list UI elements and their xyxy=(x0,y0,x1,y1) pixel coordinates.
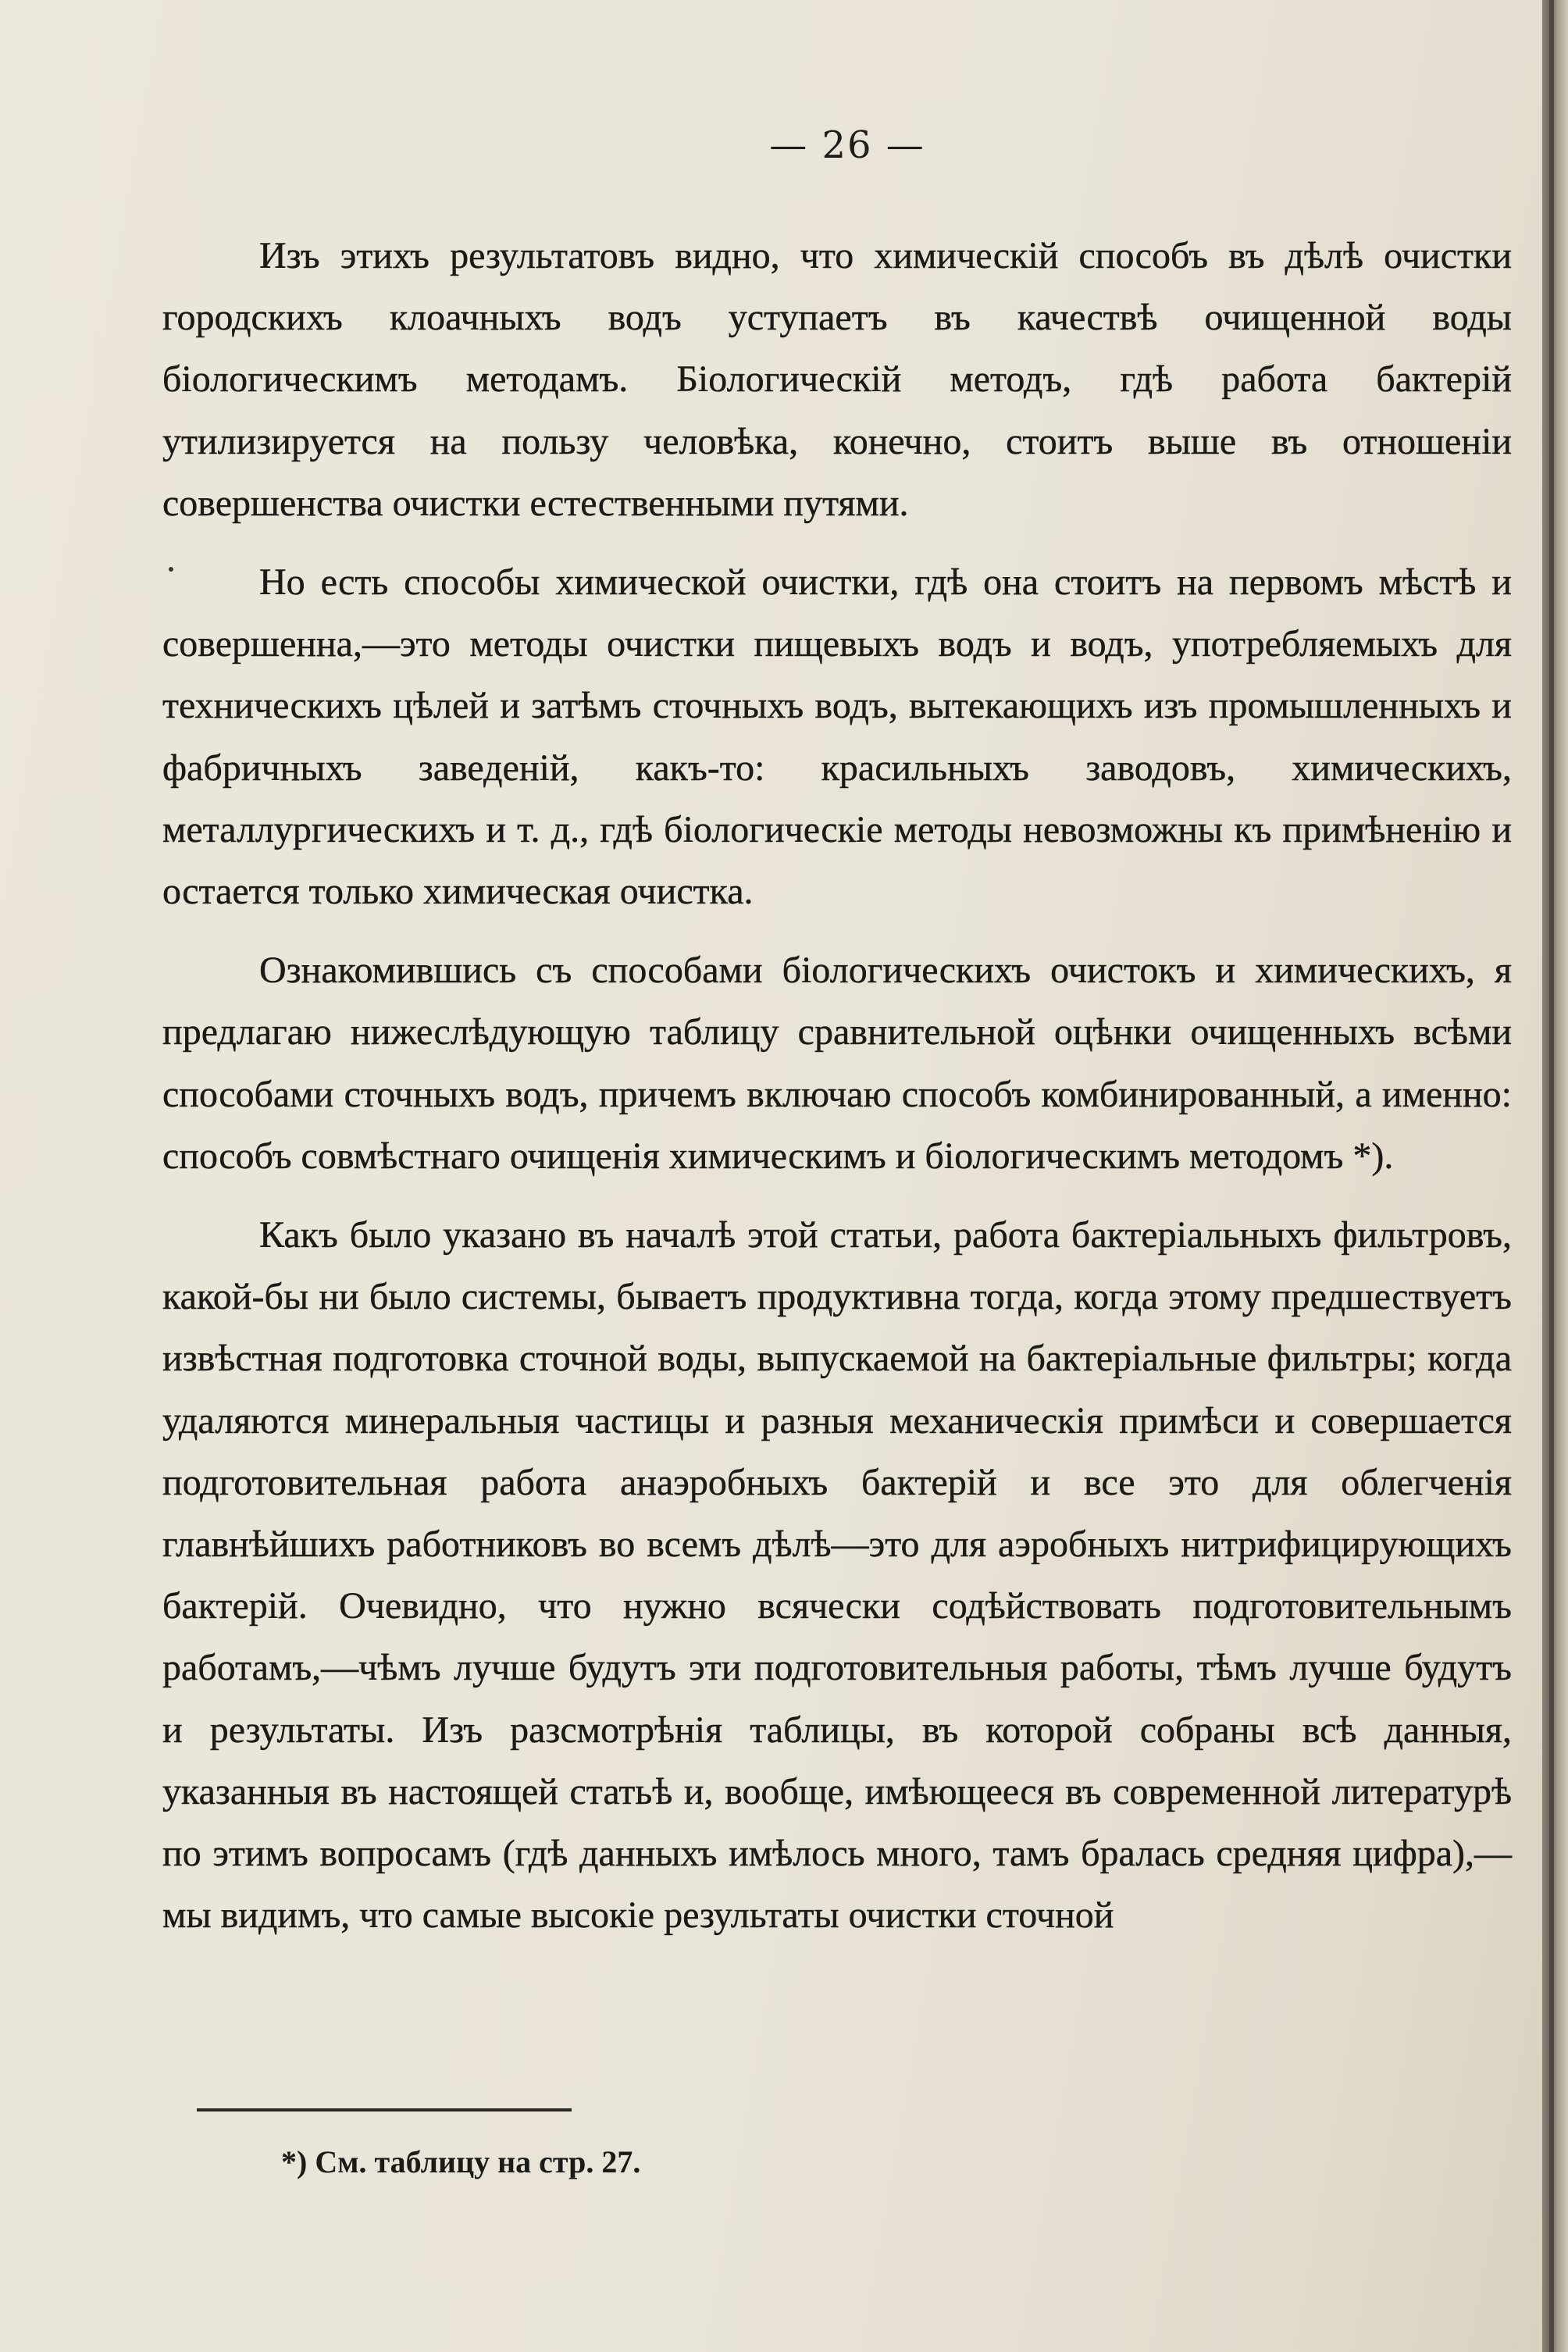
paragraph: Изъ этихъ результатовъ видно, что химическій способъ въ дѣлѣ очистки городскихъ клоачныхъ водъ уступаетъ въ качествѣ очищенной воды біологическимъ методамъ. Біологическій методъ, гдѣ работа бактерій утилизируется на пользу человѣка, конечно, стоитъ выше въ отношеніи совершенства очистки естественными путями. xyxy=(162,235,1512,524)
page-number: — 26 — xyxy=(769,123,925,167)
paragraph: Ознакомившись съ способами біологическихъ очистокъ и химическихъ, я предлагаю нижеслѣдующую таблицу сравнительной оцѣнки очищенныхъ всѣми способами сточныхъ водъ, причемъ включаю способъ комбинированный, а именно: способъ совмѣстнаго очищенія химическимъ и біологическимъ методомъ *). xyxy=(162,950,1512,1177)
paragraph: Какъ было указано въ началѣ этой статьи, работа бактеріальныхъ фильтровъ, какой-бы ни было системы, бываетъ продуктивна тогда, когда этому предшествуетъ извѣстная подготовка сточной воды, выпускаемой на бактеріальные фильтры; когда удаляются минеральныя частицы и разныя механическія примѣси и совершается подготовительная работа анаэробныхъ бактерій и все это для облегченія главнѣйшихъ работниковъ во всемъ дѣлѣ—это для аэробныхъ нитрифицирующихъ бактерій. Очевидно, что нужно всячески содѣйствовать подготовительнымъ работамъ,—чѣмъ лучше будутъ эти подготовительныя работы, тѣмъ лучше будутъ и результаты. Изъ разсмотрѣнія таблицы, въ которой собраны всѣ данныя, указанныя въ настоящей статьѣ и, вообще, имѣющееся въ современной литературѣ по этимъ вопросамъ (гдѣ данныхъ имѣлось много, тамъ бралась средняя цифра),—мы видимъ, что самые высокіе результаты очистки сточной xyxy=(162,1214,1512,1937)
body-text xyxy=(162,225,1512,1963)
spine-shadow xyxy=(1549,0,1554,2352)
page-edge xyxy=(1542,0,1568,2352)
footnote-divider xyxy=(197,2108,572,2111)
footnote: *) См. таблицу на стр. 27. xyxy=(281,2144,641,2179)
paragraph: Но есть способы химической очистки, гдѣ она стоитъ на первомъ мѣстѣ и совершенна,—это методы очистки пищевыхъ водъ и водъ, употребляемыхъ для техническихъ цѣлей и затѣмъ сточныхъ водъ, вытекающихъ изъ промышленныхъ и фабричныхъ заведеній, какъ-то: красильныхъ заводовъ, химическихъ, металлургическихъ и т. д., гдѣ біологическіе методы невозможны къ примѣненію и остается только химическая очистка. xyxy=(162,561,1512,913)
